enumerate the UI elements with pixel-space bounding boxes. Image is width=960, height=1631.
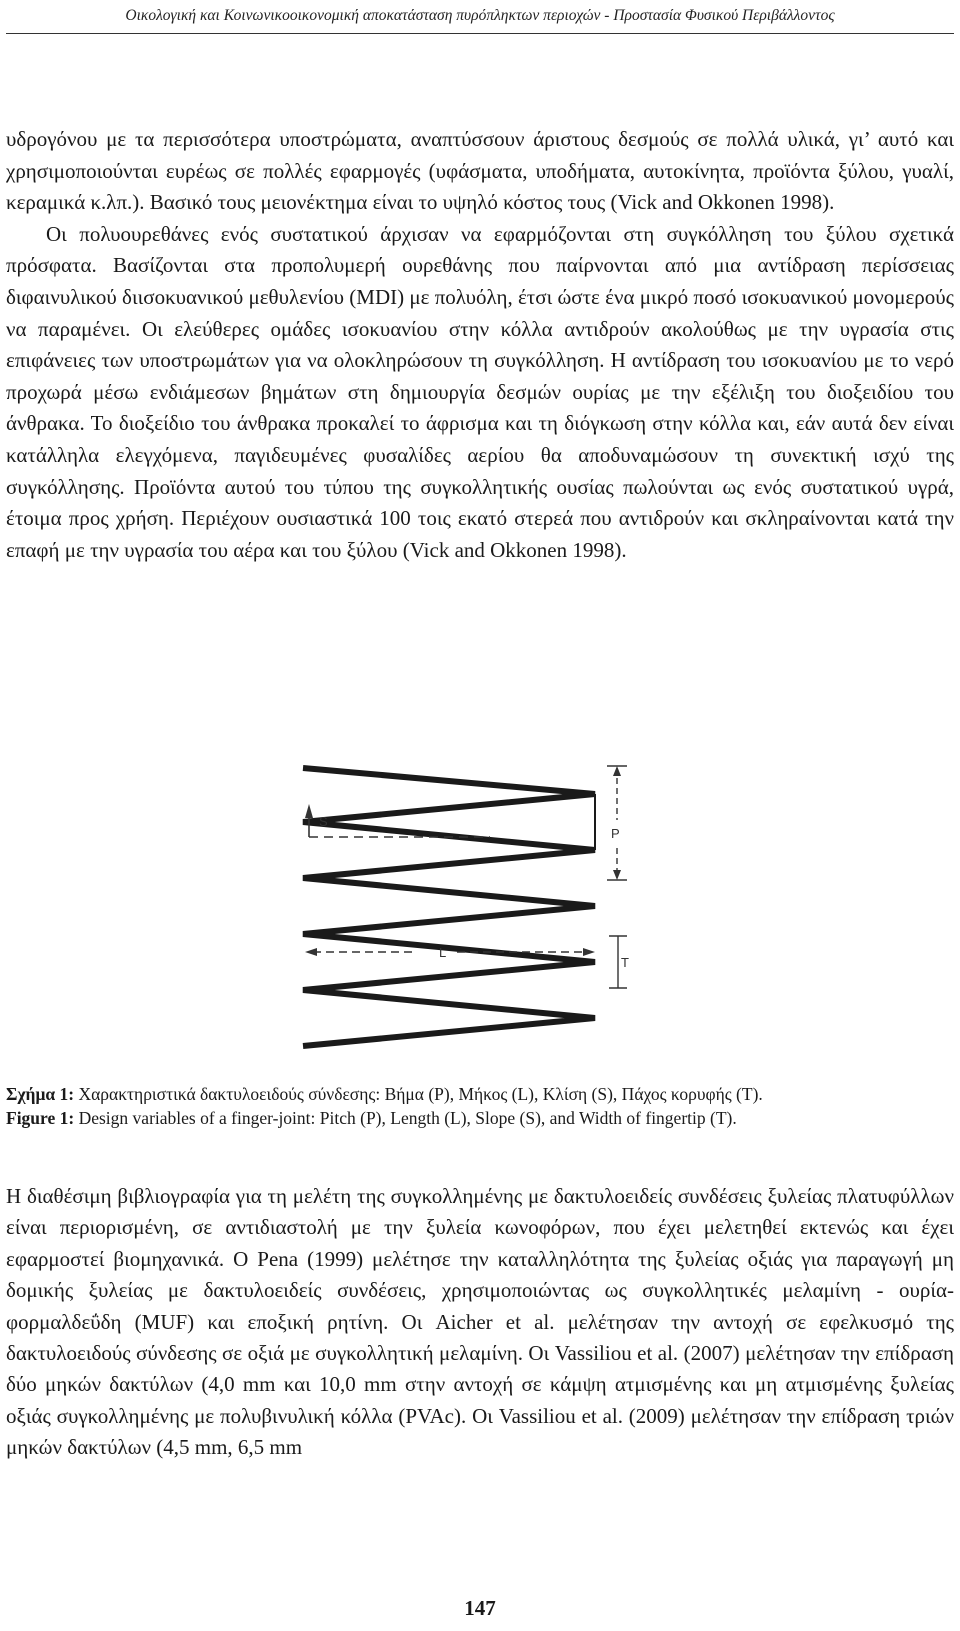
caption-greek [6,1082,954,1106]
finger-joint-figure [295,760,675,1050]
paragraph-1: υδρογόνου με τα περισσότερα υποστρώματα, αναπτύσσουν άριστους δεσμούς σε πολλά υλικά, γι’ αυτό και χρησιμοποιούνται ευρέως σε πολλές εφαρμογές (υφάσματα, υποδήματα, αυτοκίνητα, προϊόντα ξύλου, γυαλί, κεραμικά κ.λπ.). Βασικό τους μειονέκτημα είναι το υψηλό κόστος τους (Vick and Okkonen 1998). [6,127,954,215]
pitch-arrow-top [613,766,621,776]
length-label: L [439,945,447,960]
pitch-arrow-bottom [613,870,621,880]
tip-width-label: T [621,955,629,970]
figure-caption [6,1082,954,1130]
length-arrow-left [305,948,317,956]
finger-profile-line [303,768,595,1046]
caption-greek-label: Σχήμα 1: [6,1084,75,1104]
page-number: 147 [464,1596,496,1620]
caption-english-label: Figure 1: [6,1108,75,1128]
running-header: Οικολογική και Κοινωνικοοικονομική αποκατάσταση πυρόπληκτων περιοχών - Προστασία Φυσικού Περιβάλλοντος [125,7,835,24]
caption-english [6,1106,954,1130]
header-divider [6,33,954,34]
paragraph-2: Οι πολυουρεθάνες ενός συστατικού άρχισαν να εφαρμόζονται στη συγκόλληση του ξύλου σχετικά πρόσφατα. Βασίζονται στα προπολυμερή ουρεθάνης που παίρνονται από μια αντίδραση περίσσειας διφαινυλικού διισοκυανικού μεθυλενίου (MDI) με πολυόλη, έτσι ώστε ένα μικρό ποσό ισοκυανικού μονομερούς να παραμένει. Οι ελεύθερες ομάδες ισοκυανίου στην κόλλα αντιδρούν ακολούθως με την υγρασία στις επιφάνειες των υποστρωμάτων για να ολοκληρώσουν τη συγκόλληση. Η αντίδραση του ισοκυανίου με το νερό προχωρά μέσω ενδιάμεσων βημάτων στη δημιουργία δεσμών ουρίας με την εξέλιξη του διοξειδίου του άνθρακα. Το διοξείδιο του άνθρακα προκαλεί το άφρισμα και τη διόγκωση στην κόλλα και, εάν αυτά δεν είναι κατάλληλα ελεγχόμενα, παγιδευμένες φυσαλίδες αερίου θα αποδυναμώσουν τη συνεκτική ισχύ της συγκόλλησης. Προϊόντα αυτού του τύπου της συγκολλητικής ουσίας πωλούνται ως ενός συστατικού υγρά, έτοιμα προς χρήση. Περιέχουν ουσιαστικά 100 τοις εκατό στερεά που αντιδρούν και σκληραίνονται κατά την επαφή με την υγρασία του αέρα και του ξύλου (Vick and Okkonen 1998). [6,221,954,562]
caption-greek-text: Χαρακτηριστικά δακτυλοειδούς σύνδεσης: Βήμα (P), Μήκος (L), Κλίση (S), Πάχος κορυφής (T). [74,1084,763,1104]
length-arrow-right [583,948,595,956]
finger-joint-diagram [295,760,675,1050]
pitch-label: P [611,826,620,841]
slope-label: S [319,814,328,829]
body-text-top [6,124,954,566]
slope-arrow-head [305,804,313,818]
caption-english-text: Design variables of a finger-joint: Pitch (P), Length (L), Slope (S), and Width of fingertip (T). [74,1108,737,1128]
paragraph-3: Η διαθέσιμη βιβλιογραφία για τη μελέτη της συγκολλημένης με δακτυλοειδείς συνδέσεις ξυλείας πλατυφύλλων είναι περιορισμένη, σε αντιδιαστολή με την ξυλεία κωνοφόρων, που έχει μελετηθεί εκτενώς και έχει εφαρμοστεί βιομηχανικά. Ο Pena (1999) μελέτησε την καταλληλότητα της ξυλείας οξιάς για παραγωγή μη δομικής ξυλείας με δακτυλοειδείς συνδέσεις, χρησιμοποιώντας ως συγκολλητικές μελαμίνη - ουρία- φορμαλδεΰδη (MUF) και εποξική ρητίνη. Οι Aicher et al. μελέτησαν την αντοχή σε εφελκυσμό της δακτυλοειδούς σύνδεσης σε οξιά με συγκολλητική μελαμίνη. Οι Vassiliou et al. (2007) μελέτησαν την επίδραση δύο μηκών δακτύλων (4,0 mm και 10,0 mm στην αντοχή σε κάμψη ατμισμένης και μη ατμισμένης ξυλείας οξιάς συγκολλημένης με πολυβινυλική κόλλα (PVAc). Οι Vassiliou et al. (2009) μελέτησαν την επίδραση τριών μηκών δακτύλων (4,5 mm, 6,5 mm [6,1184,954,1460]
body-text-bottom [6,1181,954,1464]
